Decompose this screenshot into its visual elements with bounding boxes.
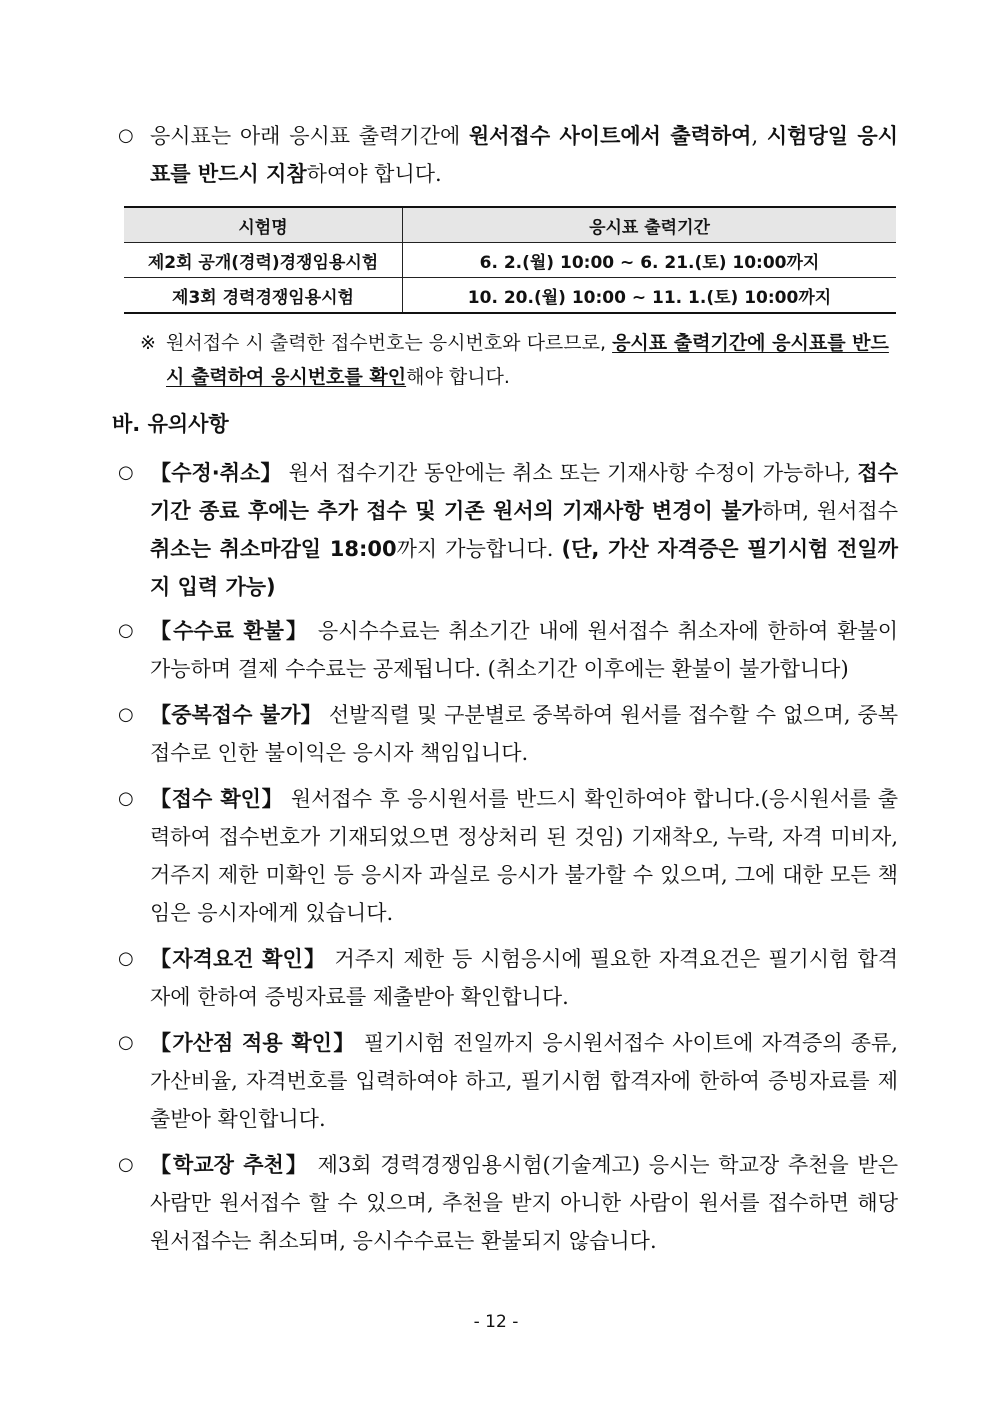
print-period-cell: 6. 2.(월) 10:00 ~ 6. 21.(토) 10:00까지 — [403, 243, 897, 278]
item-text: 제3회 경력경쟁임용시험(기술계고) 응시는 학교장 추천을 받은 사람만 원서접수 할 수 있으며, 추천을 받지 아니한 사람이 원서를 접수하면 해당 원서접수는 취소되며, 응시수수료는 환불되지 않습니다. — [150, 1153, 898, 1253]
exam-name-cell: 제3회 경력경쟁임용시험 — [124, 278, 403, 314]
item-text: 필기시험 전일까지 응시원서접수 사이트에 자격증의 종류, 가산비율, 자격번호를 입력하여야 하고, 필기시험 합격자에 한하여 증빙자료를 제출받아 확인합니다. — [150, 1031, 898, 1131]
item-label: 【자격요건 확인】 — [150, 947, 327, 971]
circle-bullet-icon: ○ — [118, 704, 134, 725]
item-label: 【학교장 추천】 — [150, 1153, 309, 1177]
circle-bullet-icon: ○ — [118, 1032, 134, 1053]
intro-text-3: 하여야 합니다. — [306, 162, 442, 186]
item-text: 원서접수 후 응시원서를 반드시 확인하여야 합니다.(응시원서를 출력하여 접수번호가 기재되었으면 정상처리 된 것임) 기재착오, 누락, 자격 미비자, 거주지 제한 미확인 등 응시자 과실로 응시가 불가할 수 있으며, 그에 대한 모든 책임은 응시자에게 있습니다. — [150, 787, 898, 925]
item-label: 【중복접수 불가】 — [150, 703, 322, 727]
item-text: 원서 접수기간 동안에는 취소 또는 기재사항 수정이 가능하나, — [288, 461, 858, 485]
circle-bullet-icon: ○ — [118, 948, 134, 969]
page-number: - 12 - — [473, 1312, 519, 1332]
table-row — [124, 278, 896, 314]
item-label: 【가산점 적용 확인】 — [150, 1031, 356, 1055]
intro-text-2: , — [751, 124, 767, 148]
circle-bullet-icon: ○ — [118, 462, 134, 483]
list-item-duplicate — [118, 696, 898, 772]
list-item-refund — [118, 612, 898, 688]
list-item-edit-cancel — [118, 454, 898, 606]
item-label: 【접수 확인】 — [150, 787, 284, 811]
circle-bullet-icon: ○ — [118, 620, 134, 641]
item-text: 거주지 제한 등 시험응시에 필요한 자격요건은 필기시험 합격자에 한하여 증빙자료를 제출받아 확인합니다. — [150, 947, 898, 1009]
header-exam-name: 시험명 — [124, 207, 403, 243]
intro-bold-2: 시험당일 응시표를 반드시 지참 — [150, 124, 898, 186]
intro-bold-1: 원서접수 사이트에서 출력하여 — [468, 124, 752, 148]
note-text-2: 해야 합니다. — [406, 366, 510, 388]
circle-bullet-icon: ○ — [118, 1154, 134, 1175]
item-label: 【수정·취소】 — [150, 461, 282, 485]
item-label: 【수수료 환불】 — [150, 619, 310, 643]
list-item-eligibility — [118, 940, 898, 1016]
header-print-period: 응시표 출력기간 — [403, 207, 897, 243]
item-bold: 접수기간 종료 후에는 추가 접수 및 기존 원서의 기재사항 변경이 불가 — [150, 461, 898, 523]
item-bold: 취소는 취소마감일 18:00 — [150, 537, 397, 561]
reference-mark-icon: ※ — [140, 332, 156, 354]
item-text: 하며, 원서접수 — [761, 499, 898, 523]
circle-bullet-icon: ○ — [118, 125, 134, 146]
item-bold: (단, 가산 자격증은 필기시험 전일까지 입력 가능) — [150, 537, 898, 599]
list-item-bonus-points — [118, 1024, 898, 1138]
note-text-1: 원서접수 시 출력한 접수번호는 응시번호와 다르므로, — [166, 332, 613, 354]
item-text: 까지 가능합니다. — [396, 537, 562, 561]
intro-text-1: 응시표는 아래 응시표 출력기간에 — [150, 124, 469, 148]
table-row — [124, 243, 896, 278]
note-underlined: 응시표 출력기간에 응시표를 반드시 출력하여 응시번호를 확인 — [166, 332, 889, 388]
item-text: 응시수수료는 취소기간 내에 원서접수 취소자에 한하여 환불이 가능하며 결제 수수료는 공제됩니다. (취소기간 이후에는 환불이 불가합니다) — [150, 619, 898, 681]
list-item-confirm — [118, 780, 898, 932]
note-paragraph — [140, 326, 898, 394]
exam-name-cell: 제2회 공개(경력)경쟁임용시험 — [124, 243, 403, 278]
print-schedule-table — [124, 206, 896, 314]
print-period-cell: 10. 20.(월) 10:00 ~ 11. 1.(토) 10:00까지 — [403, 278, 897, 314]
item-text: 선발직렬 및 구분별로 중복하여 원서를 접수할 수 없으며, 중복접수로 인한 불이익은 응시자 책임입니다. — [150, 703, 898, 765]
circle-bullet-icon: ○ — [118, 788, 134, 809]
intro-paragraph — [118, 117, 898, 193]
section-heading: 바. 유의사항 — [112, 412, 229, 436]
list-item-principal-recommendation — [118, 1146, 898, 1260]
table-header-row — [124, 207, 896, 243]
